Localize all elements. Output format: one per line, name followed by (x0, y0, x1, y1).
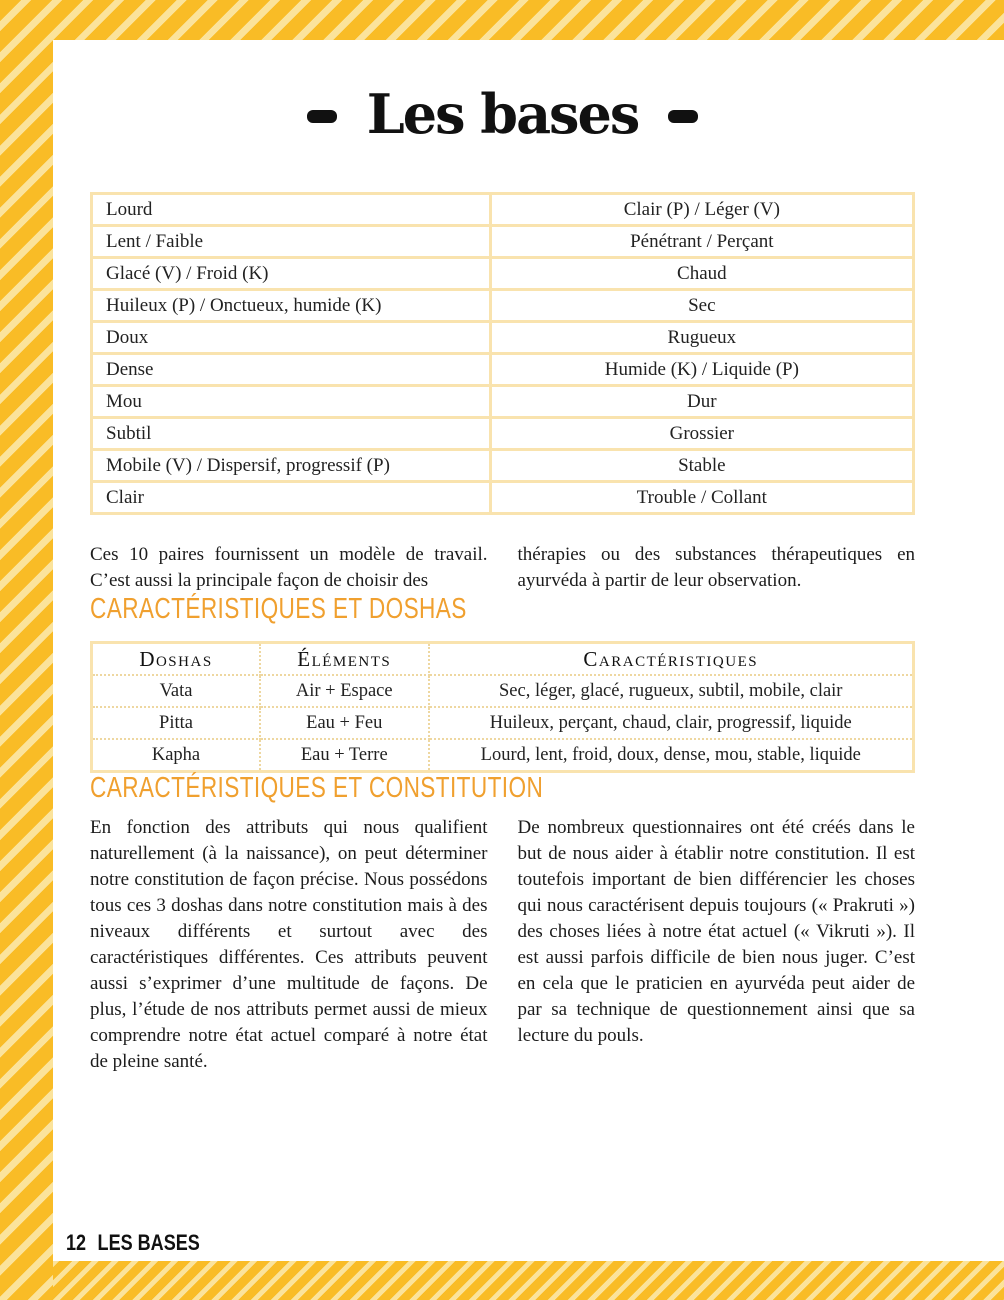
dosha-elements-cell: Eau + Feu (260, 707, 429, 739)
table-row (92, 226, 914, 258)
column-header-doshas: Doshas (92, 643, 261, 676)
table-row (92, 290, 914, 322)
page-footer (66, 1230, 200, 1256)
table-row (92, 482, 914, 514)
intro-paragraph (90, 542, 915, 594)
table-row (92, 386, 914, 418)
pair-left-cell: Doux (92, 322, 491, 354)
qualities-pairs-table (90, 192, 915, 515)
border-stripes-top (0, 0, 1004, 40)
dosha-caracteristiques-cell: Sec, léger, glacé, rugueux, subtil, mobile, clair (429, 675, 914, 707)
table-row (92, 194, 914, 226)
column-header-elements: Éléments (260, 643, 429, 676)
pair-left-cell: Glacé (V) / Froid (K) (92, 258, 491, 290)
page-content (90, 40, 915, 1075)
pair-left-cell: Lourd (92, 194, 491, 226)
dosha-elements-cell: Eau + Terre (260, 739, 429, 772)
constitution-column-left: En fonction des attributs qui nous qualifient naturellement (à la naissance), on peut déterminer notre constitution de façon précise. Nous possédons tous ces 3 doshas dans notre constitution mais à des niveaux différents et surtout avec des caractéristiques différentes. Ces attributs peuvent aussi s’exprimer d’une multitude de façons. De plus, l’étude de nos attributs permet aussi de mieux comprendre notre état actuel comparé à notre état de pleine santé. (90, 817, 488, 1072)
dosha-caracteristiques-cell: Huileux, perçant, chaud, clair, progressif, liquide (429, 707, 914, 739)
border-stripes-left (0, 0, 53, 1300)
pair-left-cell: Subtil (92, 418, 491, 450)
pair-left-cell: Dense (92, 354, 491, 386)
table-row (92, 450, 914, 482)
pair-left-cell: Mou (92, 386, 491, 418)
page-title: Les bases (366, 82, 639, 146)
dosha-name-cell: Kapha (92, 739, 261, 772)
table-row (92, 418, 914, 450)
table-header-row (92, 643, 914, 676)
border-stripes-bottom (0, 1261, 1004, 1300)
table-row (92, 675, 914, 707)
intro-column-right: thérapies ou des substances thérapeutiques en ayurvéda à partir de leur observation. (517, 544, 915, 591)
section-heading-constitution: CARACTÉRISTIQUES ET CONSTITUTION (90, 772, 544, 804)
pair-right-cell: Chaud (490, 258, 913, 290)
doshas-table (90, 641, 915, 773)
pair-right-cell: Humide (K) / Liquide (P) (490, 354, 913, 386)
page-number: 12 (66, 1230, 87, 1255)
column-header-caracteristiques: Caractéristiques (429, 643, 914, 676)
section-heading-doshas: CARACTÉRISTIQUES ET DOSHAS (90, 593, 467, 625)
table-row (92, 258, 914, 290)
title-dash-right-icon (668, 110, 698, 123)
title-dash-left-icon (307, 110, 337, 123)
pair-right-cell: Rugueux (490, 322, 913, 354)
dosha-caracteristiques-cell: Lourd, lent, froid, doux, dense, mou, stable, liquide (429, 739, 914, 772)
pair-left-cell: Clair (92, 482, 491, 514)
title-row (90, 82, 915, 146)
pair-left-cell: Lent / Faible (92, 226, 491, 258)
pair-left-cell: Mobile (V) / Dispersif, progressif (P) (92, 450, 491, 482)
footer-section-title: LES BASES (97, 1230, 200, 1255)
table-row (92, 739, 914, 772)
pair-right-cell: Grossier (490, 418, 913, 450)
pair-right-cell: Dur (490, 386, 913, 418)
dosha-name-cell: Vata (92, 675, 261, 707)
dosha-elements-cell: Air + Espace (260, 675, 429, 707)
pair-right-cell: Trouble / Collant (490, 482, 913, 514)
table-row (92, 707, 914, 739)
constitution-column-right: De nombreux questionnaires ont été créés dans le but de nous aider à établir notre constitution. Il est toutefois important de bien différencier les choses qui nous caractérisent depuis toujours (« Prakruti ») des choses liées à notre état actuel (« Vikruti »). Il est aussi parfois difficile de bien nous juger. C’est en cela que le praticien en ayurvéda peut aider de par sa technique de questionnement ainsi que sa lecture du pouls. (517, 817, 915, 1046)
pair-right-cell: Sec (490, 290, 913, 322)
table-row (92, 354, 914, 386)
constitution-paragraphs (90, 815, 915, 1075)
dosha-name-cell: Pitta (92, 707, 261, 739)
pair-left-cell: Huileux (P) / Onctueux, humide (K) (92, 290, 491, 322)
pair-right-cell: Clair (P) / Léger (V) (490, 194, 913, 226)
pair-right-cell: Stable (490, 450, 913, 482)
table-row (92, 322, 914, 354)
intro-column-left: Ces 10 paires fournissent un modèle de travail. C’est aussi la principale façon de choisir des (90, 544, 488, 591)
pair-right-cell: Pénétrant / Perçant (490, 226, 913, 258)
